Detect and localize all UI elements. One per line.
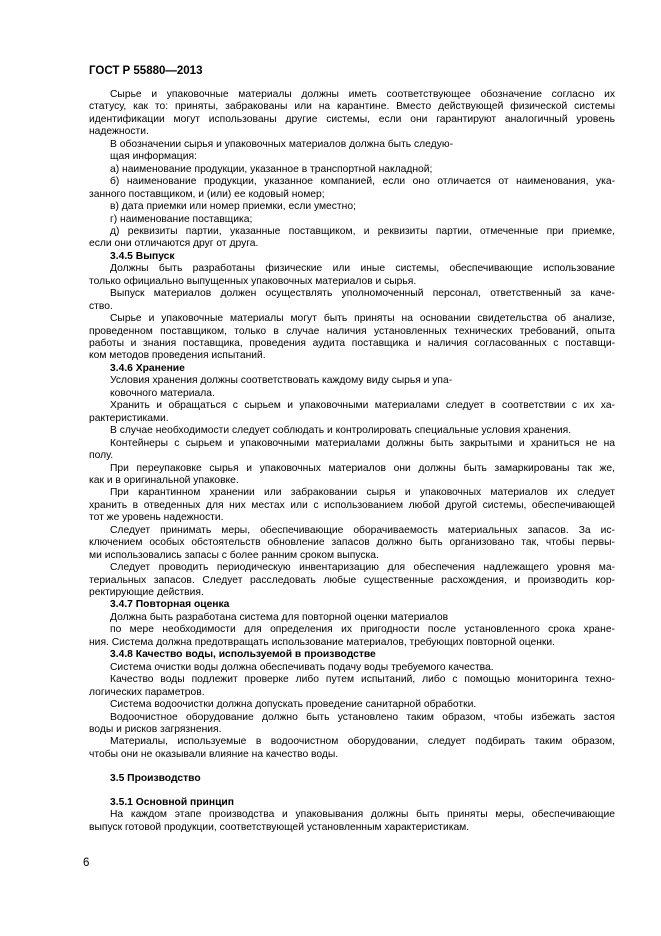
text-line: Система очистки воды должна обеспечивать подачу воды требуемого качества. [110,661,494,673]
text-line: д) реквизиты партии, указанные поставщиком, и реквизиты партии, отмеченные при приемке, [110,225,615,237]
text-line: идентификации могут использованы другие системы, если они гарантируют аналогичный уровень [89,113,615,125]
text-line: если они отличаются друг от друга. [89,238,259,250]
section-heading: 3.4.5 Выпуск [110,250,175,262]
text-line: Сырье и упаковочные материалы могут быть приняты на основании свидетельства об анализе, [110,313,615,325]
text-line: ство. [89,300,113,312]
text-line: Система водоочистки должна допускать проведение санитарной обработки. [110,699,477,711]
text-line: чтобы они не оказывали влияние на качество воды. [89,748,339,760]
text-line: ректирующие действия. [89,587,204,598]
text-line: Качество воды подлежит проверке либо путем испытаний, либо с помощью мониторинга техно- [110,674,615,686]
text-line: статусу, как то: приняты, забракованы или на карантине. Вместо действующей физической системы [89,101,615,113]
text-line: Водоочистное оборудование должно быть установлено таким образом, чтобы избежать застоя [110,711,615,723]
page-number: 6 [83,857,90,869]
text-line: При карантинном хранении или забраковании сырья и упаковочных материалов их следует [110,487,615,499]
text-line: надежности. [89,126,149,138]
text-line: На каждом этапе производства и упаковывания должны быть приняты меры, обеспечивающие [110,809,615,821]
text-line: Следует принимать меры, обеспечивающие оборачиваемость материальных запасов. За ис- [110,524,615,536]
text-line: проведенном поставщиком, только в случае наличия установленных технических требований, опыта [89,325,615,337]
text-line: г) наименование поставщика; [110,213,253,225]
text-line: Должны быть разработаны физические или иные системы, обеспечивающие использование [110,263,615,275]
section-heading: 3.4.6 Хранение [110,362,185,374]
text-line: логических параметров. [89,686,205,698]
section-heading: 3.4.7 Повторная оценка [110,599,230,611]
text-line: При переупаковке сырья и упаковочных материалов они должны быть замаркированы так же, [110,462,615,474]
text-line: хранить в отведенных для них местах или с использованием любой другой системы, обеспечивающей [89,499,615,511]
text-line: Выпуск материалов должен осуществлять уполномоченный персонал, ответственный за каче- [110,288,615,300]
text-line: тот же уровень надежности. [89,512,224,524]
text-line: щая информация: [110,151,197,163]
text-line: в) дата приемки или номер приемки, если уместно; [110,201,356,213]
text-line: воды и рисков загрязнения. [89,723,222,735]
text-line: ния. Система должна предотвращать использование материалов, требующих повторной оценки. [89,636,556,648]
text-line: б) наименование продукции, указанное компанией, если оно отличается от наименования, ука- [110,176,615,188]
text-line: ми использовались запасы с более ранним сроком выпуска. [89,549,379,561]
text-line: В случае необходимости следует соблюдать и контролировать специальные условия хранения. [110,425,572,437]
text-line: а) наименование продукции, указанное в транспортной накладной; [110,163,433,175]
text-line: как и в оригинальной упаковке. [89,474,239,486]
text-line: Следует проводить периодическую инвентаризацию для обеспечения надлежащего уровня ма- [110,562,615,574]
text-line: В обозначении сырья и упаковочных материалов должна быть следую- [110,138,453,150]
text-line: ключением особых обстоятельств обновление запасов должно быть организовано так, чтобы первы- [89,537,615,549]
text-line: Хранить и обращаться с сырьем и упаковочными материалами следует в соответствии с их ха- [110,400,615,412]
text-line: Должна быть разработана система для повторной оценки материалов [110,611,449,623]
text-line: работы и знания поставщика, проведения аудита поставщика и наличия согласованных с поставщи- [89,338,615,349]
text-line: Условия хранения должны соответствовать каждому виду сырья и упа- [110,375,453,387]
text-line: полу. [89,450,114,462]
text-line: по мере необходимости для определения их пригодности после установленного срока хране- [110,624,615,636]
section-heading: 3.4.8 Качество воды, используемой в производстве [110,649,376,661]
text-line: ковочного материала. [110,387,215,399]
text-line: выпуск готовой продукции, соответствующей установленным характеристикам. [89,821,470,833]
text-line: ком методов проведения испытаний. [89,350,266,362]
text-line: Сырье и упаковочные материалы должны иметь соответствующее обозначение согласно их [110,89,615,100]
text-line: териальных запасов. Следует расследовать любые существенные расхождения, и производить кор- [89,574,615,586]
text-line: Контейнеры с сырьем и упаковочными материалами должны быть закрытыми и храниться не на [110,437,615,449]
text-line: только официально выпущенных упаковочных материалов и сырья. [89,275,417,287]
section-heading: 3.5 Производство [110,773,201,785]
document-header: ГОСТ Р 55880—2013 [89,65,203,77]
text-line: Материалы, используемые в водоочистном оборудовании, следует подбирать таким образом, [110,736,615,748]
section-heading: 3.5.1 Основной принцип [110,796,234,808]
text-line: занного поставщиком, и (или) ее кодовый номер; [89,188,325,200]
text-line: рактеристиками. [89,412,169,424]
